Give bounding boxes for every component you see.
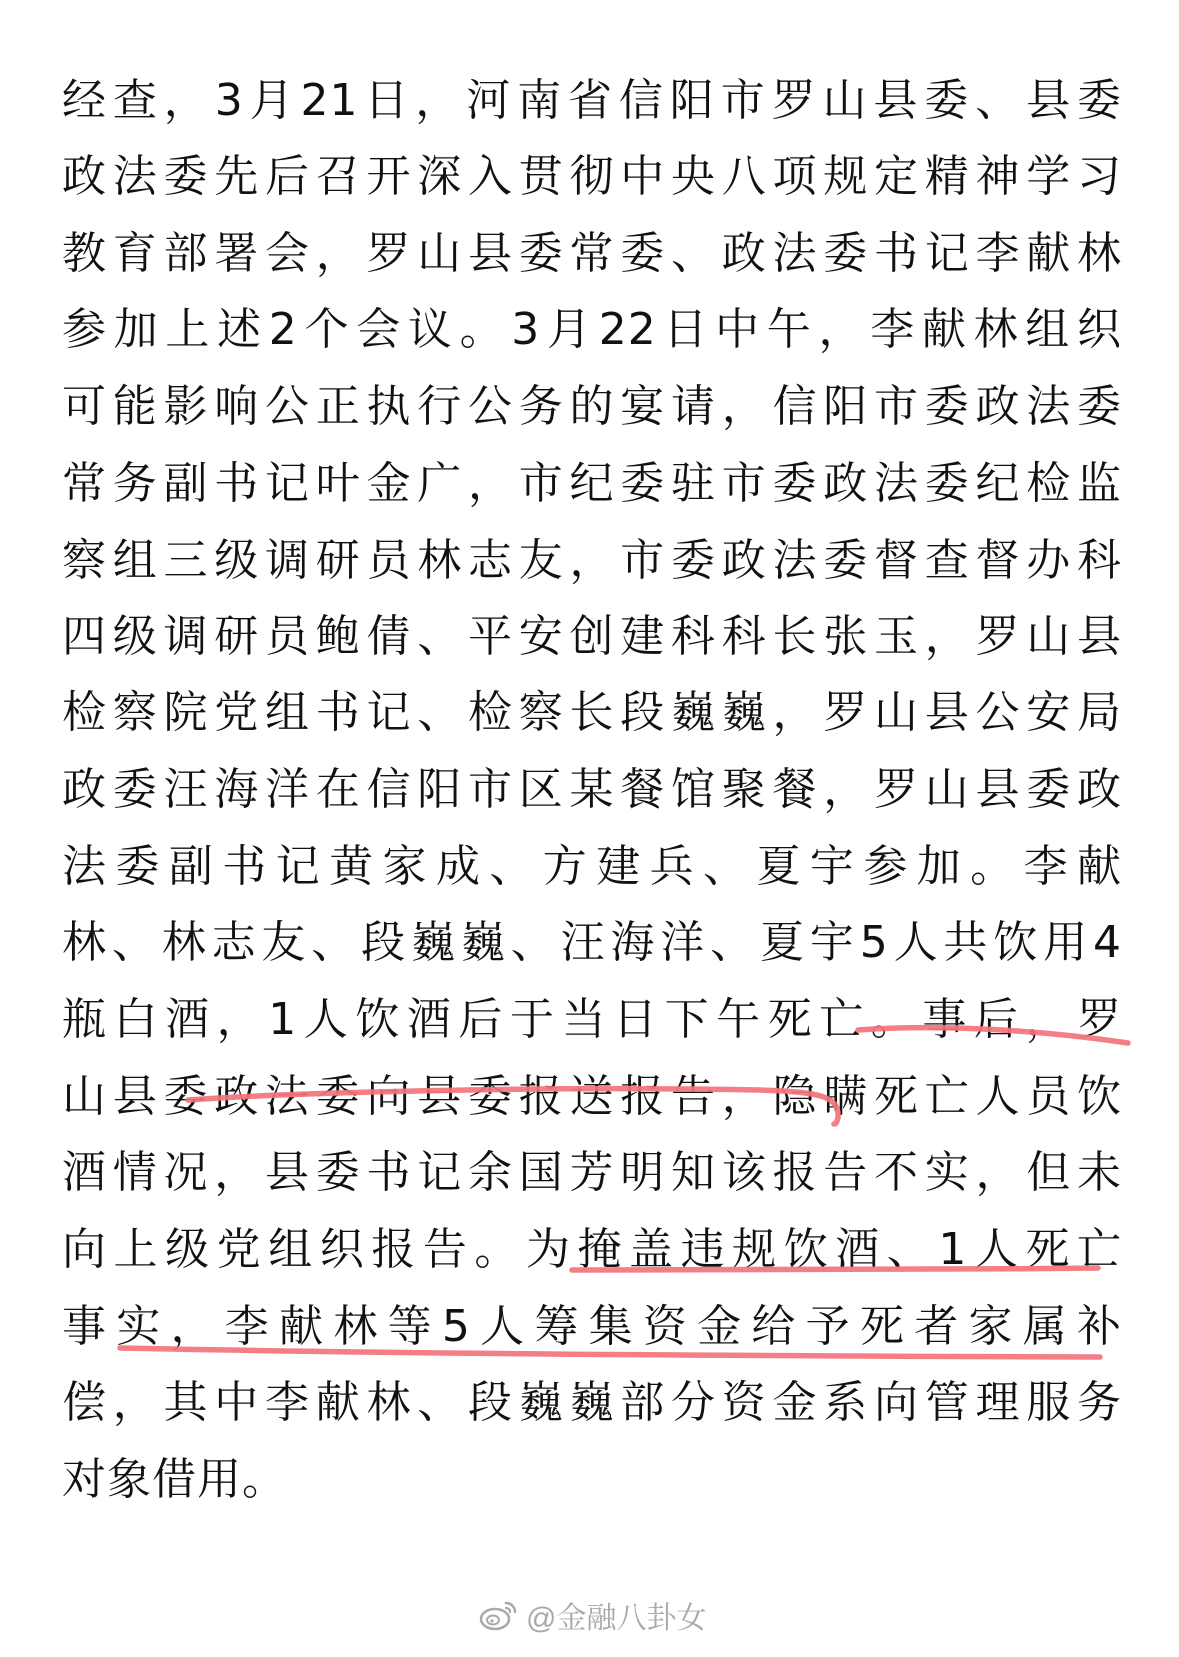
article-line: 四级调研员鲍倩、平安创建科科长张玉，罗山县: [62, 611, 1122, 662]
article-line: 向上级党组织报告。为掩盖违规饮酒、1人死亡: [62, 1224, 1122, 1275]
article-line: 政委汪海洋在信阳市区某餐馆聚餐，罗山县委政: [62, 764, 1122, 815]
article-line: 政法委先后召开深入贯彻中央八项规定精神学习: [62, 151, 1122, 202]
article-line: 林、林志友、段巍巍、汪海洋、夏宇5人共饮用4: [62, 917, 1122, 968]
article-line: 参加上述2个会议。3月22日中午，李献林组织: [62, 304, 1122, 355]
article-line: 偿，其中李献林、段巍巍部分资金系向管理服务: [62, 1377, 1122, 1428]
article-line: 山县委政法委向县委报送报告，隐瞒死亡人员饮: [62, 1071, 1122, 1122]
article-line: 可能影响公正执行公务的宴请，信阳市委政法委: [62, 381, 1122, 432]
article-line: 检察院党组书记、检察长段巍巍，罗山县公安局: [62, 687, 1122, 738]
article-line: 瓶白酒，1人饮酒后于当日下午死亡。事后，罗: [62, 994, 1122, 1045]
article-line: 酒情况，县委书记余国芳明知该报告不实，但未: [62, 1147, 1122, 1198]
weibo-logo-icon: [478, 1599, 518, 1631]
article-line: 法委副书记黄家成、方建兵、夏宇参加。李献: [62, 841, 1122, 892]
article-line: 经查，3月21日，河南省信阳市罗山县委、县委: [62, 75, 1122, 126]
weibo-watermark: [478, 1590, 706, 1640]
article-line: 对象借用。: [62, 1454, 287, 1505]
article-line: 察组三级调研员林志友，市委政法委督查督办科: [62, 535, 1122, 586]
article-line: 常务副书记叶金广，市纪委驻市委政法委纪检监: [62, 458, 1122, 509]
article-line: 教育部署会，罗山县委常委、政法委书记李献林: [62, 228, 1122, 279]
watermark-text: @金融八卦女: [526, 1602, 707, 1635]
article-line: 事实，李献林等5人筹集资金给予死者家属补: [62, 1301, 1122, 1352]
